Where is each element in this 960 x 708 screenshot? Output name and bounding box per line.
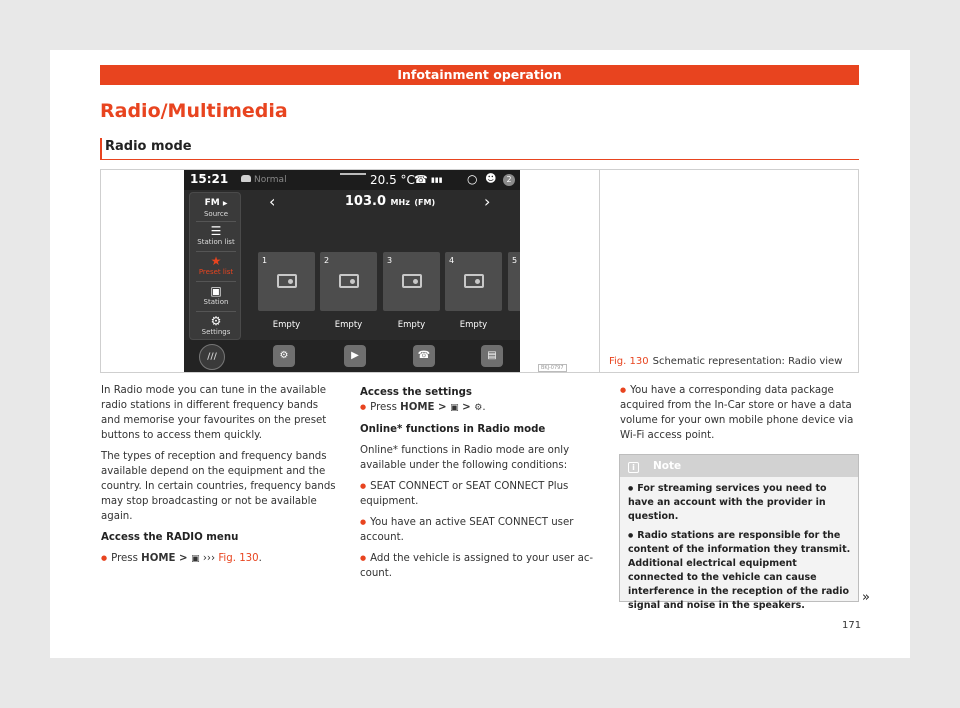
sidebar-label-settings: Settings xyxy=(201,328,231,336)
play-icon: ▶ xyxy=(344,345,366,367)
info-icon: i xyxy=(628,462,639,473)
note-item: ● Radio stations are responsible for the content of the information they transmit. Additional electrical equipment connected to the vehicle can cause interference in the reception of the radio signal and noise in the speakers. xyxy=(628,529,852,613)
phone-icon: ☎ xyxy=(414,173,428,186)
clock: 15:21 xyxy=(190,172,229,186)
text-column-1 xyxy=(101,383,337,573)
preset-tile xyxy=(258,252,315,311)
figure-link[interactable]: Fig. 130 xyxy=(218,553,259,564)
list-item: ● SEAT CONNECT or SEAT CONNECT Plus equipment. xyxy=(360,479,596,509)
settings-icon: ⚙ xyxy=(273,345,295,367)
temp-divider xyxy=(340,173,366,175)
sidebar-label-station-list: Station list xyxy=(197,238,235,246)
section-title: Radio/Multimedia xyxy=(100,100,288,122)
frequency-band: (FM) xyxy=(414,198,436,207)
radio-sidebar xyxy=(189,192,241,340)
radio-icon: ▣ xyxy=(450,403,459,413)
sidebar-item-settings xyxy=(190,314,242,336)
note-title: Note xyxy=(653,460,682,472)
figure-number: Fig. 130 xyxy=(609,356,649,367)
preset-number: 1 xyxy=(262,256,268,265)
subheading: Online* functions in Radio mode xyxy=(360,424,546,435)
sidebar-label-preset-list: Preset list xyxy=(198,268,234,276)
list-item: ● You have a corresponding data package acquired from the In-Car store or have a data volume for your own mobile phone device via Wi-Fi access point. xyxy=(620,383,856,443)
sidebar-item-source xyxy=(190,196,242,218)
apps-icon: ▤ xyxy=(481,345,503,367)
temperature: 20.5 °C xyxy=(370,173,415,187)
page-number: 171 xyxy=(842,620,862,631)
radio-screen-illustration xyxy=(184,170,520,372)
text-column-2 xyxy=(360,383,596,587)
gear-icon: ⚙ xyxy=(474,403,483,413)
play-small-icon: ▶ xyxy=(222,200,228,207)
figure-divider xyxy=(599,169,600,373)
note-header xyxy=(620,455,858,477)
sidebar-divider xyxy=(196,251,236,252)
preset-number: 4 xyxy=(449,256,455,265)
sidebar-item-station-list xyxy=(190,224,242,246)
frequency-unit: MHz xyxy=(390,198,410,207)
notification-badge: 2 xyxy=(503,174,515,186)
radio-icon: ▣ xyxy=(191,554,200,564)
frequency-value: 103.0 xyxy=(344,194,386,209)
star-icon: ★ xyxy=(210,254,222,268)
subheading: Access the RADIO menu xyxy=(101,532,239,543)
sidebar-divider xyxy=(196,281,236,282)
chapter-header: Infotainment operation xyxy=(100,65,859,85)
source-fm-label: FM ▶ xyxy=(204,198,228,208)
sidebar-label-station: Station xyxy=(203,298,229,306)
note-item: ● For streaming services you need to have an account with the provider in question. xyxy=(628,482,852,524)
paragraph: The types of reception and frequency bands available depend on the equipment and the country. In certain countries, frequency bands may stop broadcasting or not be available again. xyxy=(101,451,336,522)
radio-icon xyxy=(402,274,422,288)
subheading: Access the settings xyxy=(360,387,472,398)
sidebar-label-source: Source xyxy=(203,210,229,218)
preset-tile xyxy=(383,252,440,311)
chevron-right-icon: › xyxy=(484,192,491,211)
list-item: ● Press HOME > ▣ ››› Fig. 130. xyxy=(101,551,337,567)
list-item: ● You have an active SEAT CONNECT user account. xyxy=(360,515,596,545)
globe-icon: ○ xyxy=(467,172,478,186)
phone-icon: ☎ xyxy=(413,345,435,367)
paragraph: In Radio mode you can tune in the available radio stations in different frequency bands and memorise your favourites on the preset buttons to access them quickly. xyxy=(101,385,327,441)
paragraph: Online* functions in Radio mode are only available under the following conditions: xyxy=(360,445,570,471)
preset-number: 3 xyxy=(387,256,393,265)
car-icon xyxy=(241,175,251,182)
subsection-title: Radio mode xyxy=(100,138,859,160)
radio-icon xyxy=(339,274,359,288)
figure-code: BKJ-0797 xyxy=(538,364,567,372)
radio-icon xyxy=(464,274,484,288)
gear-icon: ⚙ xyxy=(210,314,222,328)
continue-marker: » xyxy=(862,590,870,605)
figure-caption-text: Schematic representation: Radio view xyxy=(652,356,843,367)
radio-icon: ▣ xyxy=(210,284,222,298)
menu-round-button: /// xyxy=(199,344,225,370)
note-body xyxy=(620,477,858,613)
signal-icon: ▮▮▮ xyxy=(431,176,443,184)
figure-caption xyxy=(609,356,842,367)
text-column-3 xyxy=(620,383,856,449)
chevron-left-icon: ‹ xyxy=(269,192,276,211)
radio-icon xyxy=(277,274,297,288)
preset-label: Empty xyxy=(272,320,301,330)
preset-label: Empty xyxy=(334,320,363,330)
note-box xyxy=(619,454,859,611)
preset-tile xyxy=(320,252,377,311)
list-item: ● Add the vehicle is assigned to your user ac-count. xyxy=(360,551,596,581)
list-icon: ☰ xyxy=(210,224,222,238)
list-item: ● Press HOME > ▣ > ⚙. xyxy=(360,400,596,416)
sidebar-item-preset-list xyxy=(190,254,242,276)
preset-tile xyxy=(508,252,520,311)
preset-label: Empty xyxy=(459,320,488,330)
frequency-display xyxy=(270,194,510,209)
sidebar-divider xyxy=(196,221,236,222)
preset-number: 2 xyxy=(324,256,330,265)
sidebar-item-station xyxy=(190,284,242,306)
preset-number: 5 xyxy=(512,256,518,265)
preset-tile xyxy=(445,252,502,311)
preset-label: Empty xyxy=(397,320,426,330)
user-icon: ☻ xyxy=(485,172,497,185)
sidebar-divider xyxy=(196,311,236,312)
arrow-icon: ››› xyxy=(199,553,219,564)
profile-label: Normal xyxy=(254,175,287,185)
